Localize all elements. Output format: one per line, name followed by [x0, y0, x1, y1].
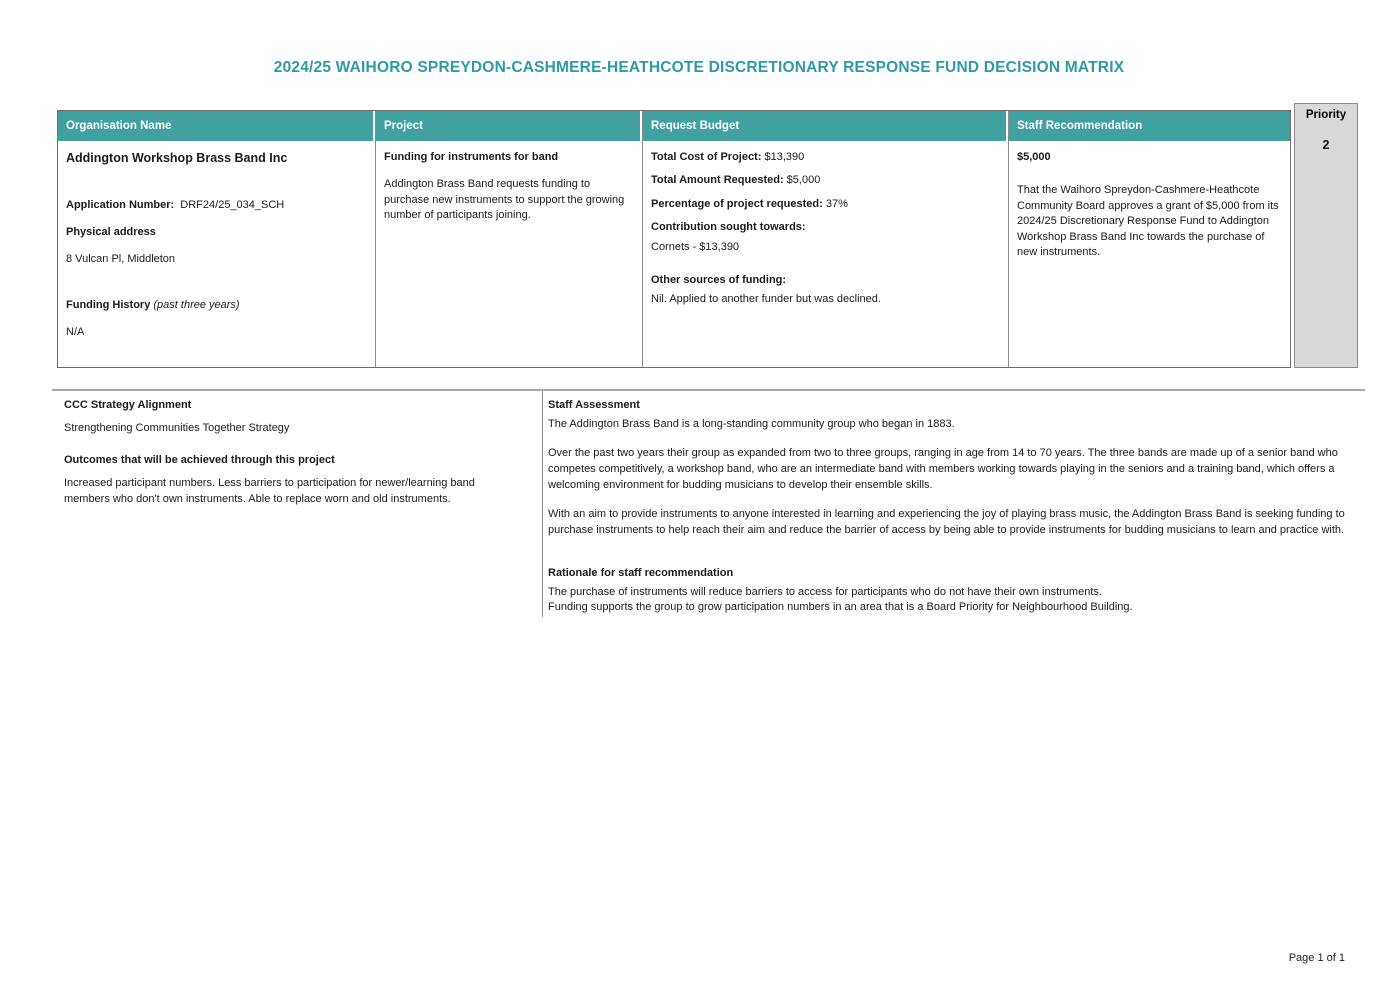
application-number-label: Application Number:: [66, 198, 175, 211]
strategy-alignment-label: CCC Strategy Alignment: [64, 399, 192, 411]
other-sources-label: Other sources of funding:: [651, 273, 787, 286]
amount-requested-line: [651, 173, 998, 188]
funding-history-label: Funding History: [66, 298, 151, 311]
rationale-line-2: Funding supports the group to grow participation numbers in an area that is a Board Priority for Neighbourhood Building.: [548, 601, 1133, 614]
total-cost-value: $13,390: [764, 151, 805, 163]
physical-address-value: 8 Vulcan Pl, Middleton: [66, 253, 176, 266]
organisation-cell: [58, 141, 375, 367]
vertical-divider: [542, 391, 543, 617]
project-description: Addington Brass Band requests funding to purchase new instruments to support the growing number of participants joining.: [384, 178, 625, 222]
assessment-paragraph-1: The Addington Brass Band is a long-standing community group who began in 1883.: [548, 417, 955, 430]
assessment-paragraph-2: Over the past two years their group as expanded from two to three groups, ranging in age from 14 to 70 years. The three bands are made up of a senior band who competes competitively, a workshop band, who are an intermediate band with members working towards playing in the seniors and a training band, which offers a welcoming environment for budding musicians to develop their ensemble skills.: [548, 446, 1338, 491]
application-number-value: DRF24/25_034_SCH: [180, 198, 285, 211]
project-title: Funding for instruments for band: [384, 151, 559, 163]
column-header-staff-recommendation: Staff Recommendation: [1009, 111, 1290, 141]
page-number: Page 1 of 1: [1288, 952, 1345, 964]
organisation-name: Addington Workshop Brass Band Inc: [66, 151, 288, 165]
amount-requested-label: Total Amount Requested:: [651, 174, 784, 187]
project-cell: [376, 141, 642, 367]
column-header-priority: Priority: [1305, 109, 1347, 121]
funding-history-note: (past three years): [153, 298, 240, 311]
column-organisation: [58, 111, 376, 367]
column-project: [376, 111, 643, 367]
outcomes-label: Outcomes that will be achieved through this project: [64, 453, 335, 466]
other-sources-value: Nil. Applied to another funder but was declined.: [651, 293, 881, 306]
assessment-paragraph-3: With an aim to provide instruments to anyone interested in learning and experiencing the joy of playing brass music, the Addington Brass Band is seeking funding to purchase instruments to help reach their aim and reduce the barrier of access by being able to provide instruments for budding musicians to learn and practice with.: [548, 507, 1345, 536]
column-header-request-budget: Request Budget: [643, 111, 1008, 141]
amount-requested-value: $5,000: [786, 174, 821, 187]
staff-recommendation-cell: [1009, 141, 1290, 367]
contribution-label: Contribution sought towards:: [651, 221, 806, 234]
column-header-organisation: Organisation Name: [58, 111, 375, 141]
percentage-line: [651, 197, 998, 212]
matrix-main-columns: [57, 110, 1291, 368]
staff-assessment-label: Staff Assessment: [548, 399, 640, 411]
strategy-alignment-value: Strengthening Communities Together Strategy: [64, 421, 290, 434]
percentage-label: Percentage of project requested:: [651, 197, 823, 210]
priority-column: [1294, 103, 1358, 368]
funding-history-line: [66, 298, 365, 313]
decision-matrix-table: [57, 103, 1358, 368]
funding-history-value: N/A: [66, 326, 85, 339]
request-budget-cell: [643, 141, 1008, 367]
total-cost-line: [651, 150, 998, 165]
percentage-value: 37%: [825, 197, 848, 210]
staff-assessment-section: [548, 398, 1356, 616]
priority-value: 2: [1322, 138, 1330, 152]
physical-address-label: Physical address: [66, 225, 156, 238]
page-title: 2024/25 WAIHORO SPREYDON-CASHMERE-HEATHCOTE DISCRETIONARY RESPONSE FUND DECISION MATRIX: [273, 59, 1125, 76]
rationale-line-1: The purchase of instruments will reduce barriers to access for participants who do not have their own instruments.: [548, 585, 1102, 598]
ccc-strategy-section: [64, 398, 522, 508]
horizontal-divider: [52, 389, 1365, 391]
column-header-project: Project: [376, 111, 642, 141]
outcomes-text: Increased participant numbers. Less barriers to participation for newer/learning band members who don't own instruments. Able to replace worn and old instruments.: [64, 476, 475, 505]
rationale-label: Rationale for staff recommendation: [548, 566, 734, 579]
contribution-value: Cornets - $13,390: [651, 240, 740, 253]
total-cost-label: Total Cost of Project:: [651, 151, 762, 163]
column-request-budget: [643, 111, 1009, 367]
recommendation-text: That the Waihoro Spreydon-Cashmere-Heathcote Community Board approves a grant of $5,000 from its 2024/25 Discretionary Response Fund to Addington Workshop Brass Band Inc towards the purchase of new instruments.: [1017, 184, 1279, 258]
application-number-line: [66, 198, 365, 213]
column-staff-recommendation: [1009, 111, 1290, 367]
recommendation-amount: $5,000: [1017, 151, 1051, 163]
